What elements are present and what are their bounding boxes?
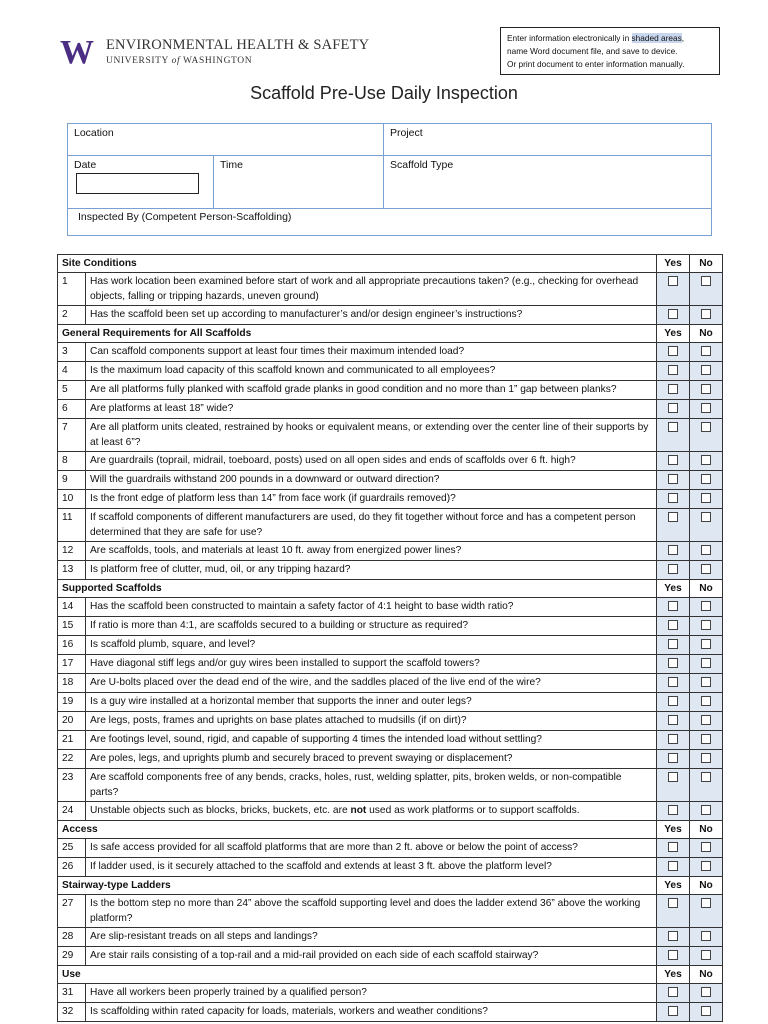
yes-checkbox[interactable]: [668, 512, 678, 522]
checklist-row: [58, 419, 723, 452]
checklist-row: [58, 769, 723, 802]
univ-of: of: [171, 56, 181, 66]
checklist-row: [58, 400, 723, 419]
university-name: [106, 56, 252, 66]
yes-header: Yes: [657, 966, 690, 984]
checklist-row: [58, 343, 723, 362]
yes-checkbox[interactable]: [668, 493, 678, 503]
no-checkbox[interactable]: [701, 950, 711, 960]
no-cell: [690, 693, 723, 712]
yes-cell: [657, 471, 690, 490]
checklist-row: [58, 542, 723, 561]
yes-cell: [657, 750, 690, 769]
section-header: [58, 325, 723, 343]
item-number: 2: [58, 306, 86, 325]
question-text: Is scaffold plumb, square, and level?: [86, 636, 657, 655]
note-line-1-pre: Enter information electronically in: [507, 33, 632, 43]
univ-post: WASHINGTON: [183, 56, 253, 66]
no-cell: [690, 419, 723, 452]
yes-checkbox[interactable]: [668, 545, 678, 555]
question-text: Are all platform units cleated, restrained by hooks or equivalent means, or extending over the center line of their supports by at least 6”?: [86, 419, 657, 452]
no-cell: [690, 343, 723, 362]
yes-cell: [657, 362, 690, 381]
yes-checkbox[interactable]: [668, 842, 678, 852]
no-cell: [690, 561, 723, 580]
question-text: Are guardrails (toprail, midrail, toeboard, posts) used on all open sides and ends of scaffolds over 6 ft. high?: [86, 452, 657, 471]
inspection-checklist: [57, 254, 723, 1022]
yes-cell: [657, 381, 690, 400]
note-line-1: [507, 32, 713, 45]
question-text: Have all workers been properly trained by a qualified person?: [86, 984, 657, 1003]
item-number: 17: [58, 655, 86, 674]
yes-checkbox[interactable]: [668, 601, 678, 611]
scaffold-type-cell[interactable]: [384, 156, 711, 209]
yes-cell: [657, 769, 690, 802]
yes-cell: [657, 490, 690, 509]
item-number: 29: [58, 947, 86, 966]
section-header: [58, 966, 723, 984]
section-title: Use: [58, 966, 657, 984]
question-text: Is safe access provided for all scaffold platforms that are more than 2 ft. above or below the point of access?: [86, 839, 657, 858]
question-text-post: used as work platforms or to support scaffolds.: [366, 805, 580, 816]
yes-checkbox[interactable]: [668, 346, 678, 356]
no-cell: [690, 381, 723, 400]
no-checkbox[interactable]: [701, 861, 711, 871]
no-checkbox[interactable]: [701, 842, 711, 852]
yes-checkbox[interactable]: [668, 474, 678, 484]
no-checkbox[interactable]: [701, 384, 711, 394]
item-number: 26: [58, 858, 86, 877]
question-text: Will the guardrails withstand 200 pounds in a downward or outward direction?: [86, 471, 657, 490]
checklist-row: [58, 617, 723, 636]
question-text: Is scaffolding within rated capacity for loads, materials, workers and weather conditions?: [86, 1003, 657, 1022]
question-text: If ratio is more than 4:1, are scaffolds secured to a building or structure as required?: [86, 617, 657, 636]
section-header: [58, 877, 723, 895]
project-cell[interactable]: [384, 124, 711, 156]
no-checkbox[interactable]: [701, 422, 711, 432]
question-text-pre: Unstable objects such as blocks, bricks, buckets, etc. are: [90, 805, 351, 816]
checklist-row: [58, 802, 723, 821]
item-number: 7: [58, 419, 86, 452]
info-form: [67, 123, 712, 236]
no-checkbox[interactable]: [701, 639, 711, 649]
yes-header: Yes: [657, 580, 690, 598]
question-text: Are stair rails consisting of a top-rail and a mid-rail provided on each side of each scaffold stairway?: [86, 947, 657, 966]
no-checkbox[interactable]: [701, 898, 711, 908]
no-checkbox[interactable]: [701, 715, 711, 725]
no-cell: [690, 731, 723, 750]
item-number: 10: [58, 490, 86, 509]
no-checkbox[interactable]: [701, 1006, 711, 1016]
org-title: ENVIRONMENTAL HEALTH & SAFETY: [106, 37, 370, 53]
item-number: 23: [58, 769, 86, 802]
checklist-row: [58, 858, 723, 877]
checklist-row: [58, 381, 723, 400]
yes-cell: [657, 598, 690, 617]
yes-cell: [657, 306, 690, 325]
question-text: If scaffold components of different manufacturers are used, do they fit together without force and has a competent person determined that they are safe for use?: [86, 509, 657, 542]
yes-cell: [657, 617, 690, 636]
no-cell: [690, 655, 723, 674]
yes-checkbox[interactable]: [668, 898, 678, 908]
no-cell: [690, 895, 723, 928]
no-cell: [690, 509, 723, 542]
no-cell: [690, 617, 723, 636]
checklist-row: [58, 674, 723, 693]
question-text: Have diagonal stiff legs and/or guy wires been installed to support the scaffold towers?: [86, 655, 657, 674]
item-number: 19: [58, 693, 86, 712]
checklist-row: [58, 750, 723, 769]
item-number: 24: [58, 802, 86, 821]
no-header: No: [690, 877, 723, 895]
no-checkbox[interactable]: [701, 455, 711, 465]
location-label: Location: [74, 127, 114, 139]
date-label: Date: [74, 159, 97, 171]
question-text-emphasis: not: [350, 805, 367, 816]
yes-cell: [657, 343, 690, 362]
checklist-row: [58, 362, 723, 381]
no-cell: [690, 273, 723, 306]
yes-checkbox[interactable]: [668, 403, 678, 413]
item-number: 15: [58, 617, 86, 636]
yes-checkbox[interactable]: [668, 384, 678, 394]
item-number: 21: [58, 731, 86, 750]
question-text: [86, 802, 657, 821]
yes-cell: [657, 542, 690, 561]
yes-checkbox[interactable]: [668, 861, 678, 871]
section-header: [58, 821, 723, 839]
yes-checkbox[interactable]: [668, 950, 678, 960]
no-checkbox[interactable]: [701, 493, 711, 503]
question-text: Is the front edge of platform less than 14” from face work (if guardrails removed)?: [86, 490, 657, 509]
yes-checkbox[interactable]: [668, 658, 678, 668]
no-checkbox[interactable]: [701, 365, 711, 375]
checklist-row: [58, 928, 723, 947]
item-number: 12: [58, 542, 86, 561]
no-cell: [690, 452, 723, 471]
no-cell: [690, 1003, 723, 1022]
yes-cell: [657, 984, 690, 1003]
yes-checkbox[interactable]: [668, 276, 678, 286]
checklist-row: [58, 984, 723, 1003]
inspected-by-label: Inspected By (Competent Person-Scaffolding): [78, 211, 292, 223]
no-cell: [690, 306, 723, 325]
note-line-1-post: ,: [681, 33, 685, 43]
yes-cell: [657, 928, 690, 947]
item-number: 32: [58, 1003, 86, 1022]
yes-cell: [657, 636, 690, 655]
checklist-row: [58, 509, 723, 542]
no-checkbox[interactable]: [701, 805, 711, 815]
yes-checkbox[interactable]: [668, 715, 678, 725]
checklist-row: [58, 655, 723, 674]
yes-cell: [657, 858, 690, 877]
yes-cell: [657, 895, 690, 928]
yes-cell: [657, 655, 690, 674]
yes-cell: [657, 947, 690, 966]
question-text: Is the bottom step no more than 24” above the scaffold supporting level and does the ladder extend 36” above the working platform?: [86, 895, 657, 928]
no-cell: [690, 362, 723, 381]
yes-header: Yes: [657, 325, 690, 343]
yes-checkbox[interactable]: [668, 1006, 678, 1016]
no-cell: [690, 928, 723, 947]
no-cell: [690, 400, 723, 419]
no-header: No: [690, 966, 723, 984]
question-text: Is a guy wire installed at a horizontal member that supports the inner and outer legs?: [86, 693, 657, 712]
yes-checkbox[interactable]: [668, 734, 678, 744]
question-text: Is the maximum load capacity of this scaffold known and communicated to all employees?: [86, 362, 657, 381]
item-number: 5: [58, 381, 86, 400]
checklist-row: [58, 273, 723, 306]
no-checkbox[interactable]: [701, 309, 711, 319]
yes-checkbox[interactable]: [668, 987, 678, 997]
yes-header: Yes: [657, 821, 690, 839]
time-cell[interactable]: [214, 156, 384, 209]
section-header: [58, 580, 723, 598]
item-number: 31: [58, 984, 86, 1003]
section-title: General Requirements for All Scaffolds: [58, 325, 657, 343]
no-header: No: [690, 821, 723, 839]
question-text: Has the scaffold been set up according to manufacturer’s and/or design engineer’s instructions?: [86, 306, 657, 325]
yes-checkbox[interactable]: [668, 753, 678, 763]
no-checkbox[interactable]: [701, 987, 711, 997]
no-header: No: [690, 255, 723, 273]
yes-cell: [657, 802, 690, 821]
item-number: 13: [58, 561, 86, 580]
yes-checkbox[interactable]: [668, 696, 678, 706]
yes-checkbox[interactable]: [668, 772, 678, 782]
checklist-row: [58, 598, 723, 617]
question-text: Has work location been examined before start of work and all appropriate precautions taken? (e.g., checking for overhead objects, falling or tripping hazards, uneven ground): [86, 273, 657, 306]
no-checkbox[interactable]: [701, 276, 711, 286]
yes-cell: [657, 509, 690, 542]
location-cell[interactable]: [68, 124, 384, 156]
item-number: 25: [58, 839, 86, 858]
yes-checkbox[interactable]: [668, 309, 678, 319]
item-number: 4: [58, 362, 86, 381]
checklist-row: [58, 306, 723, 325]
checklist-row: [58, 561, 723, 580]
yes-cell: [657, 839, 690, 858]
yes-cell: [657, 693, 690, 712]
inspected-by-cell[interactable]: [68, 209, 711, 235]
checklist-row: [58, 471, 723, 490]
yes-cell: [657, 731, 690, 750]
item-number: 11: [58, 509, 86, 542]
project-label: Project: [390, 127, 423, 139]
no-header: No: [690, 580, 723, 598]
item-number: 18: [58, 674, 86, 693]
yes-cell: [657, 561, 690, 580]
checklist-row: [58, 895, 723, 928]
checklist-row: [58, 452, 723, 471]
no-cell: [690, 858, 723, 877]
yes-checkbox[interactable]: [668, 639, 678, 649]
question-text: Is platform free of clutter, mud, oil, or any tripping hazard?: [86, 561, 657, 580]
no-checkbox[interactable]: [701, 696, 711, 706]
yes-checkbox[interactable]: [668, 564, 678, 574]
note-line-3: Or print document to enter information manually.: [507, 59, 685, 69]
instructions-note: [500, 27, 720, 75]
no-cell: [690, 750, 723, 769]
scaffold-type-label: Scaffold Type: [390, 159, 454, 171]
yes-header: Yes: [657, 255, 690, 273]
question-text: Are all platforms fully planked with scaffold grade planks in good condition and no more than 1” gap between planks?: [86, 381, 657, 400]
question-text: Are footings level, sound, rigid, and capable of supporting 4 times the intended load without settling?: [86, 731, 657, 750]
no-cell: [690, 947, 723, 966]
item-number: 3: [58, 343, 86, 362]
no-checkbox[interactable]: [701, 620, 711, 630]
yes-cell: [657, 1003, 690, 1022]
question-text: Are platforms at least 18” wide?: [86, 400, 657, 419]
section-title: Stairway-type Ladders: [58, 877, 657, 895]
no-cell: [690, 490, 723, 509]
item-number: 6: [58, 400, 86, 419]
question-text: Has the scaffold been constructed to maintain a safety factor of 4:1 height to base width ratio?: [86, 598, 657, 617]
no-cell: [690, 839, 723, 858]
no-cell: [690, 802, 723, 821]
question-text: Are slip-resistant treads on all steps and landings?: [86, 928, 657, 947]
yes-header: Yes: [657, 877, 690, 895]
question-text: Are legs, posts, frames and uprights on base plates attached to mudsills (if on dirt)?: [86, 712, 657, 731]
no-checkbox[interactable]: [701, 346, 711, 356]
time-label: Time: [220, 159, 243, 171]
yes-cell: [657, 273, 690, 306]
checklist-row: [58, 839, 723, 858]
item-number: 8: [58, 452, 86, 471]
no-checkbox[interactable]: [701, 564, 711, 574]
checklist-row: [58, 712, 723, 731]
yes-checkbox[interactable]: [668, 422, 678, 432]
item-number: 1: [58, 273, 86, 306]
no-cell: [690, 542, 723, 561]
checklist-row: [58, 947, 723, 966]
yes-checkbox[interactable]: [668, 677, 678, 687]
section-header: [58, 255, 723, 273]
no-cell: [690, 769, 723, 802]
yes-checkbox[interactable]: [668, 455, 678, 465]
no-checkbox[interactable]: [701, 512, 711, 522]
question-text: Are poles, legs, and uprights plumb and securely braced to prevent swaying or displacement?: [86, 750, 657, 769]
section-title: Site Conditions: [58, 255, 657, 273]
no-checkbox[interactable]: [701, 753, 711, 763]
date-input[interactable]: [76, 173, 199, 194]
yes-checkbox[interactable]: [668, 931, 678, 941]
yes-cell: [657, 674, 690, 693]
item-number: 28: [58, 928, 86, 947]
no-cell: [690, 712, 723, 731]
no-cell: [690, 598, 723, 617]
note-line-2: name Word document file, and save to device.: [507, 46, 678, 56]
yes-cell: [657, 400, 690, 419]
question-text: Are scaffolds, tools, and materials at least 10 ft. away from energized power lines?: [86, 542, 657, 561]
checklist-row: [58, 636, 723, 655]
question-text: Are scaffold components free of any bends, cracks, holes, rust, welding splatter, pits, broken welds, or non-compatible parts?: [86, 769, 657, 802]
yes-cell: [657, 419, 690, 452]
section-title: Access: [58, 821, 657, 839]
yes-checkbox[interactable]: [668, 620, 678, 630]
item-number: 27: [58, 895, 86, 928]
no-checkbox[interactable]: [701, 931, 711, 941]
no-checkbox[interactable]: [701, 734, 711, 744]
no-checkbox[interactable]: [701, 772, 711, 782]
checklist-row: [58, 1003, 723, 1022]
checklist-row: [58, 731, 723, 750]
question-text: Can scaffold components support at least four times their maximum intended load?: [86, 343, 657, 362]
univ-pre: UNIVERSITY: [106, 56, 169, 66]
question-text: If ladder used, is it securely attached to the scaffold and extends at least 3 ft. above the platform level?: [86, 858, 657, 877]
item-number: 16: [58, 636, 86, 655]
no-checkbox[interactable]: [701, 601, 711, 611]
no-checkbox[interactable]: [701, 677, 711, 687]
checklist-row: [58, 693, 723, 712]
no-checkbox[interactable]: [701, 403, 711, 413]
no-checkbox[interactable]: [701, 545, 711, 555]
no-header: No: [690, 325, 723, 343]
yes-checkbox[interactable]: [668, 805, 678, 815]
no-cell: [690, 636, 723, 655]
note-highlight: shaded areas: [631, 33, 682, 43]
no-cell: [690, 984, 723, 1003]
page-title: Scaffold Pre-Use Daily Inspection: [250, 83, 518, 103]
uw-logo: W: [60, 34, 92, 71]
no-cell: [690, 674, 723, 693]
no-checkbox[interactable]: [701, 474, 711, 484]
item-number: 22: [58, 750, 86, 769]
no-cell: [690, 471, 723, 490]
yes-cell: [657, 452, 690, 471]
no-checkbox[interactable]: [701, 658, 711, 668]
section-title: Supported Scaffolds: [58, 580, 657, 598]
checklist-row: [58, 490, 723, 509]
item-number: 20: [58, 712, 86, 731]
yes-checkbox[interactable]: [668, 365, 678, 375]
item-number: 14: [58, 598, 86, 617]
yes-cell: [657, 712, 690, 731]
item-number: 9: [58, 471, 86, 490]
question-text: Are U-bolts placed over the dead end of the wire, and the saddles placed of the live end of the wire?: [86, 674, 657, 693]
